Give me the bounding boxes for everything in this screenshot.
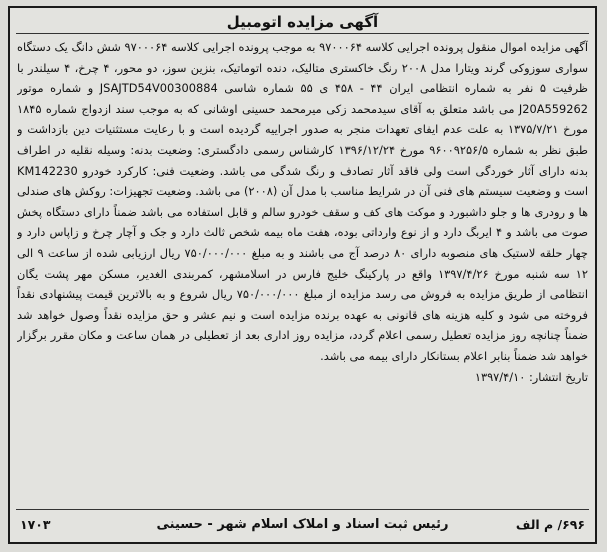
notice-body [17, 37, 588, 507]
footer-code: ۶۹۶/ م الف [515, 517, 585, 532]
notice-title: آگهی مزایده اتومبیل [226, 13, 379, 31]
notice-frame [8, 6, 597, 544]
footer-divider [16, 509, 589, 510]
publish-date: تاریخ انتشار: ۱۳۹۷/۴/۱۰ [474, 369, 588, 384]
title-divider [16, 33, 589, 34]
notice-body-text: آگهی مزایده اموال منقول پرونده اجرایی کلاسه ۹۷۰۰۰۶۴ به موجب پرونده اجرایی کلاسه ۹۷۰۰۰۶۴ شش دانگ یک دستگاه سواری سوزوکی گرند ویتارا مدل ۲۰۰۸ رنگ خاکستری متالیک، دنده اتوماتیک، بنزین سوز، دو محور، ۴ چرخ، ۴ سیلندر با ظرفیت ۵ نفر به شماره انتظامی ایران ۴۴ - ۴۵۸ ی ۵۵ شماره شاسی JSAJTD54V00300884 و شماره موتور J20A559262 می باشد متعلق به آقای سیدمحمد زکی میرمحمد حسینی اوشانی که به موجب سند ازدواج شماره ۱۸۴۵ مورخ ۱۳۷۵/۷/۲۱ به علت عدم ایفای تعهدات منجر به صدور اجراییه گردیده است و با رعایت مستثنیات دین بازداشت و طبق نظر به شماره ۹۶۰۰۹۲۵۶/۵ مورخ ۱۳۹۶/۱۲/۲۴ کارشناس رسمی دادگستری: وضعیت بدنه: وسیله نقلیه در اطراف بدنه دارای آثار خوردگی است ولی فاقد آثار تصادف و رنگ شدگی می باشد. وضعیت فنی: کارکرد خودرو KM142230 است و وضعیت سیستم های فنی آن در شرایط مناسب با مدل آن (۲۰۰۸) می باشد. وضعیت تجهیزات: روکش های صندلی ها و رودری ها و جلو داشبورد و موکت های کف و سقف خودرو سالم و قابل استفاده می باشد ضمناً دارای دستگاه پخش صوت می باشد و ۴ ایربگ دارد و از نوع وارداتی بوده، هفت ماه بیمه شخص ثالث دارد و جک و آچار چرخ و زاپاس دارد و چهار حلقه لاستیک های منصوبه دارای ۸۰ درصد آج می باشند و به مبلغ ۷۵۰/۰۰۰/۰۰۰ ریال ارزیابی شده از ساعت ۹ الی ۱۲ سه شنبه مورخ ۱۳۹۷/۴/۲۶ واقع در پارکینگ خلیج فارس در اسلامشهر، کمربندی الغدیر، مسکن مهر پشت یگان انتظامی از طریق مزایده به فروش می رسد مزایده از مبلغ ۷۵۰/۰۰۰/۰۰۰ ریال شروع و به بالاترین قیمت پیشنهادی نقداً فروخته می شود و کلیه هزینه های قانونی به عهده برنده مزایده است و نیم عشر و حق مزایده نقداً وصول خواهد شد ضمناً چنانچه روز مزایده تعطیل رسمی اعلام گردد، مزایده روز اداری بعد از تعطیلی در همان ساعت و مکان مقرر برگزار خواهد شد ضمناً بنابر اعلام بستانکار دارای بیمه می باشد. [17, 40, 588, 363]
signature-line: رئیس ثبت اسناد و املاک اسلام شهر - حسینی [156, 517, 449, 532]
notice-footer [20, 513, 585, 537]
footer-number: ۱۷۰۳ [20, 517, 51, 532]
